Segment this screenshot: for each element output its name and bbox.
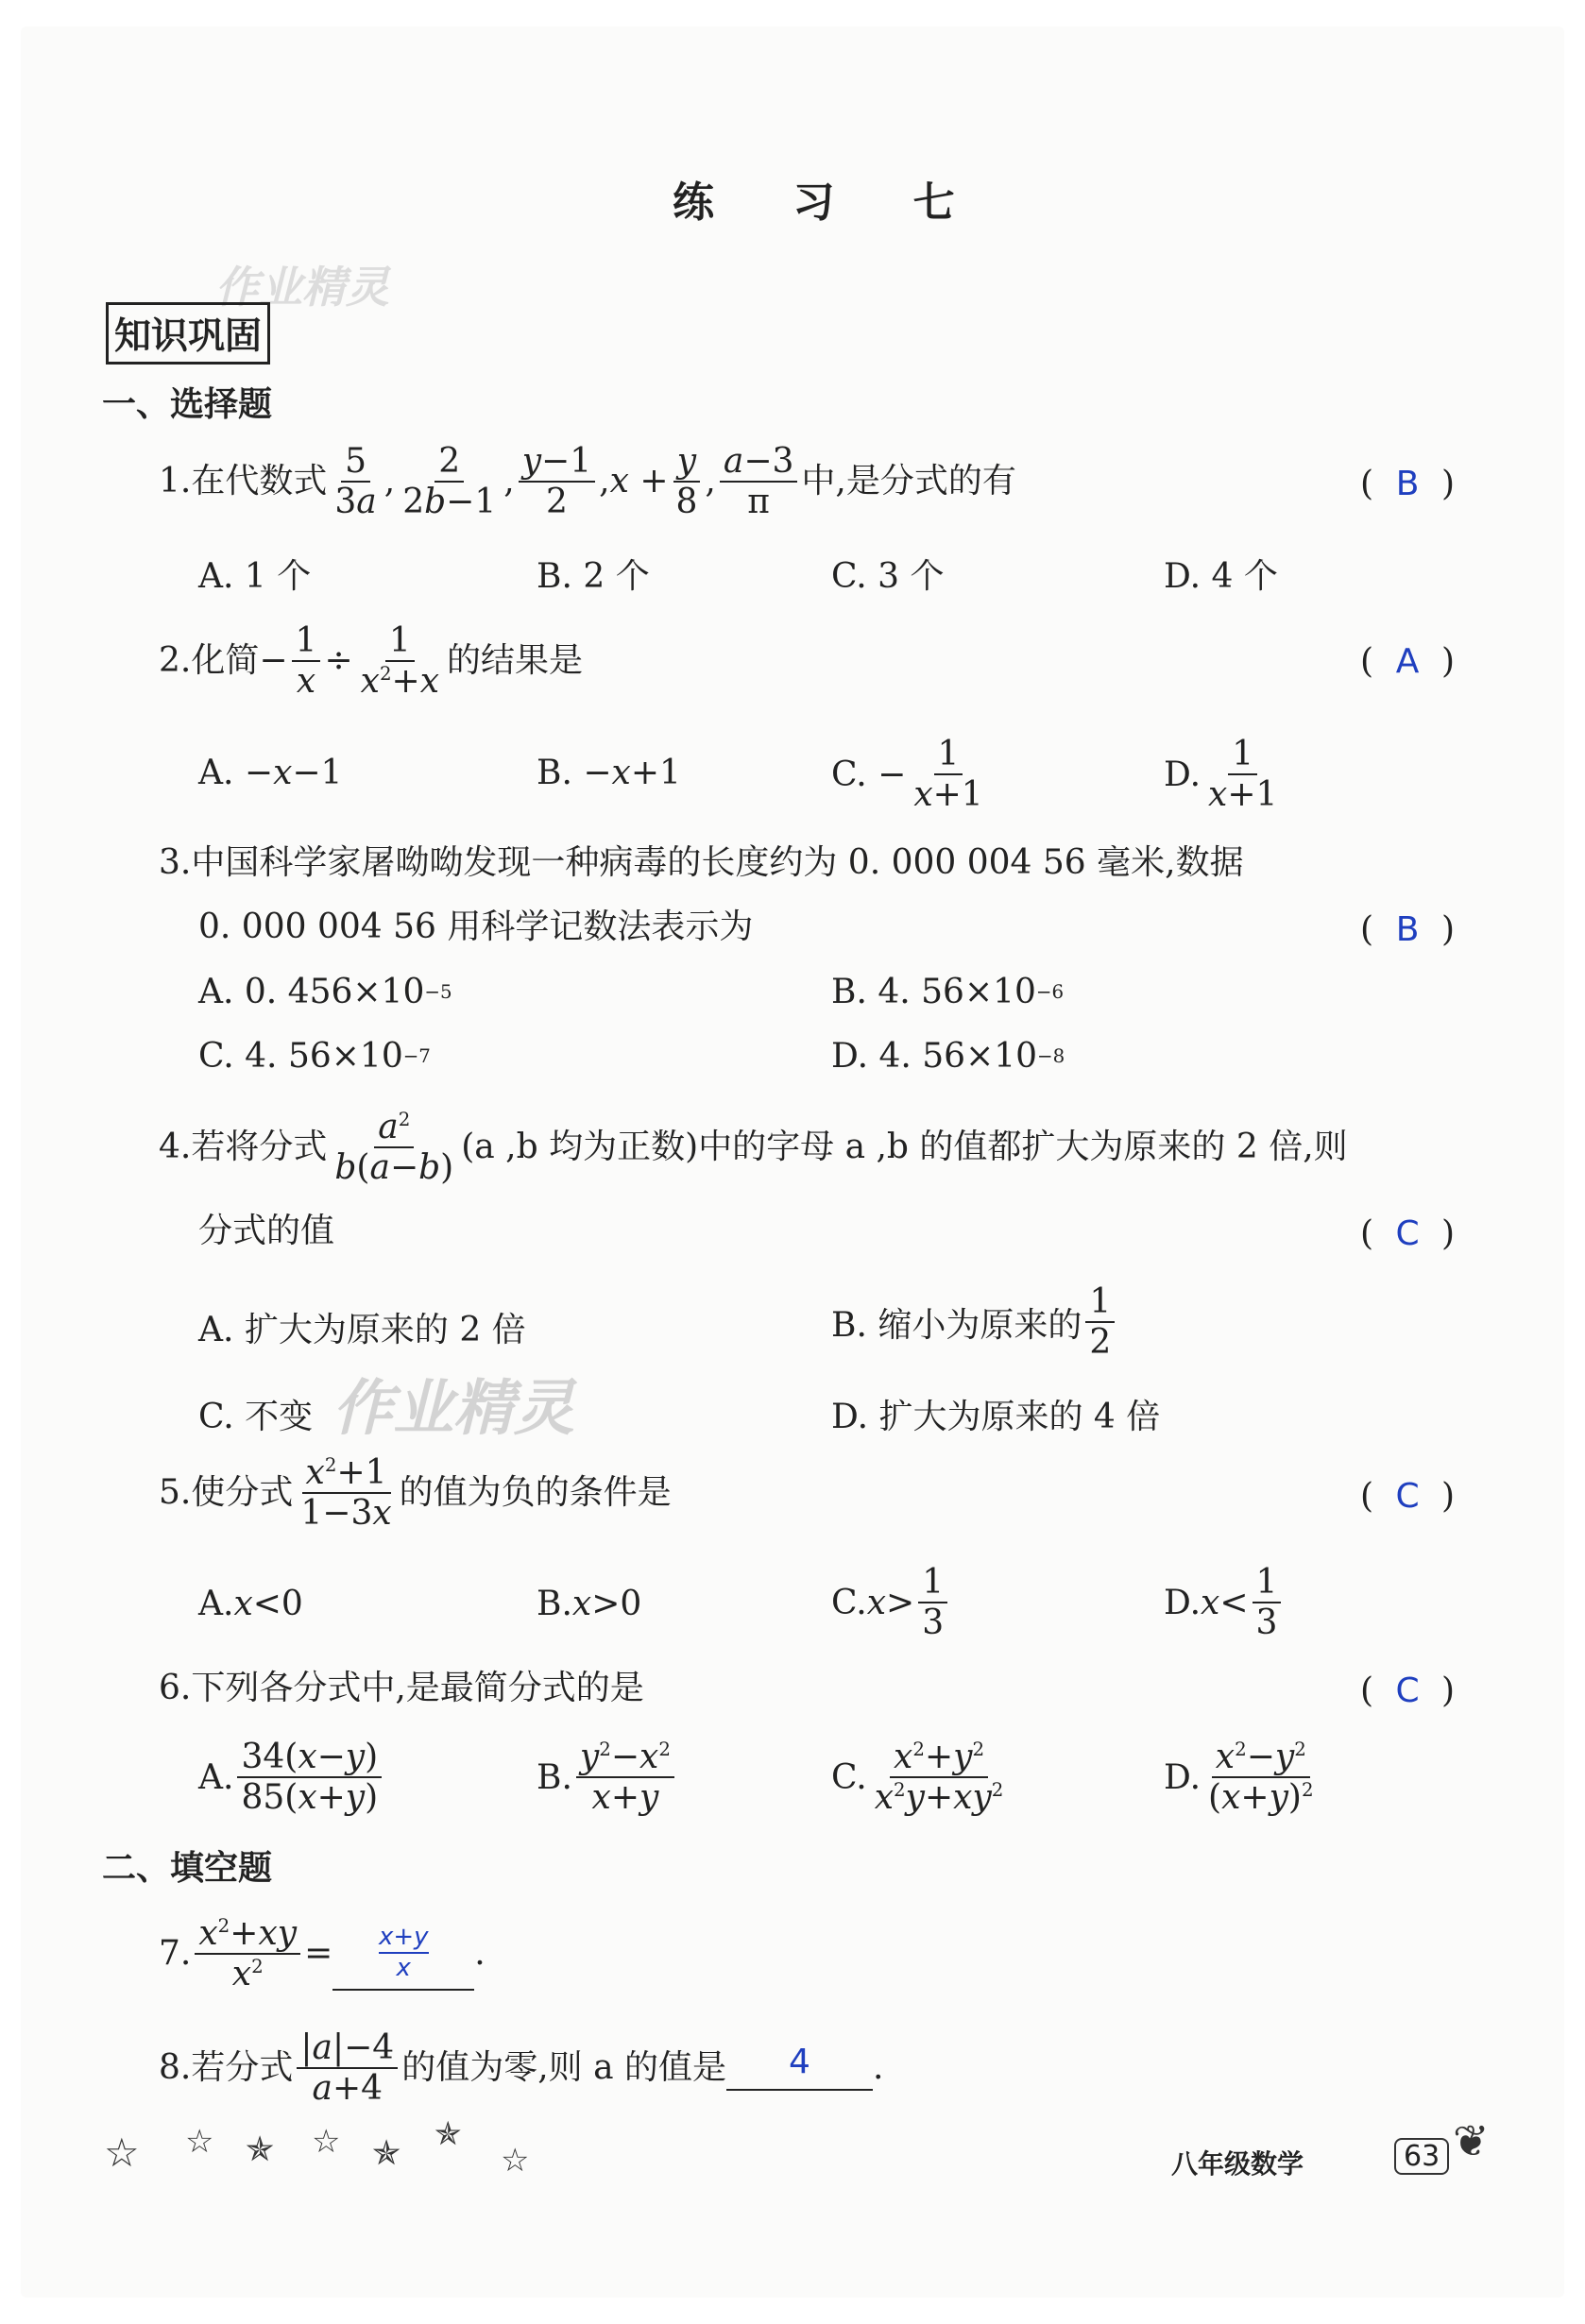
question-6	[159, 1671, 644, 1705]
question-7: 7. $\frac{x^2+xy}{x^2}$ = $\frac{x+y}{x}$ .	[159, 1913, 486, 1993]
q2-number: 2.	[159, 641, 192, 680]
watermark-middle: 作业精灵	[332, 1374, 574, 1444]
q1-fraction-3: $\frac{y-1}{2}$	[519, 442, 595, 522]
q4-option-b: B. 缩小为原来的 $\frac{1}{2}$	[831, 1282, 1118, 1363]
q5-number: 5.	[159, 1473, 192, 1512]
q7-answer: $\frac{x+y}{x}$	[378, 1923, 429, 1983]
star-icon-4: ☆	[312, 2123, 341, 2161]
q3-option-d: D. 4. 56×10 −8	[831, 1037, 1065, 1076]
q4-option-b-text: B. 缩小为原来的	[831, 1305, 1082, 1345]
question-1: 1. 在代数式 $\frac{5}{3a}$ , $\frac{2}{2b-1}$ , $\frac{y-1}{2}$ , x + $\frac{y}{8}$ , $\frac{a-3}{\pi}$ 中,是分式的有	[159, 441, 1016, 521]
q5-option-a: A. x <0	[198, 1585, 303, 1623]
q2-option-a: A. − x −1	[198, 754, 343, 792]
q2-option-c: C. − $\frac{1}{x+1}$	[831, 735, 983, 815]
heading-fill: 二、填空题	[102, 1849, 273, 1888]
q8-answer: 4	[789, 2043, 810, 2081]
q4-answer: C	[1395, 1214, 1420, 1253]
q2-prefix: 化简	[191, 641, 260, 680]
q1-fraction-1: $\frac{5}{3a}$	[334, 441, 377, 521]
star-icon-7: ☆	[501, 2142, 530, 2180]
q5-fraction: $\frac{x^2+1}{1-3x}$	[300, 1452, 392, 1533]
q6-option-a: A. $\frac{34(x-y)}{85(x+y)}$	[198, 1738, 385, 1818]
q7-number: 7.	[159, 1934, 192, 1973]
q1-option-c: C. 3 个	[831, 557, 945, 596]
section-label: 知识巩固	[106, 302, 270, 365]
question-8: 8. 若分式 $\frac{|a|-4}{a+4}$ 的值为零,则 a 的值是 4 .	[159, 2027, 884, 2108]
star-icon-1: ☆	[104, 2129, 140, 2176]
question-4	[159, 1100, 1348, 1195]
q2-answer: A	[1395, 642, 1420, 681]
q1-answer: B	[1395, 465, 1420, 503]
q3-option-b: B. 4. 56×10 −6	[831, 973, 1065, 1011]
q1-fraction-2: $\frac{2}{2b-1}$	[402, 441, 497, 521]
q6-option-b: B. $\frac{y^2-x^2}{x+y}$	[537, 1738, 678, 1818]
q2-fraction-1: $\frac{1}{x}$	[292, 621, 321, 702]
q4-line2: 分式的值	[198, 1212, 335, 1250]
footer-grade-label: 八年级数学	[1171, 2148, 1304, 2180]
q6-number: 6.	[159, 1669, 192, 1707]
q5-prefix: 使分式	[191, 1473, 294, 1512]
q5-suffix: 的值为负的条件是	[399, 1473, 672, 1512]
q1-fraction-4: $\frac{y}{8}$	[672, 442, 701, 522]
q5-answer-bracket: ( C )	[1360, 1477, 1456, 1516]
q1-fraction-5: $\frac{a-3}{\pi}$	[720, 442, 798, 522]
q4-fraction: $\frac{a^2}{b(a-b)}$	[334, 1107, 454, 1187]
q5-option-d: D. x < $\frac{1}{3}$	[1164, 1563, 1285, 1643]
flower-icon: ❦	[1453, 2115, 1490, 2166]
q5-option-b: B. x >0	[537, 1585, 642, 1623]
q5-answer: C	[1395, 1477, 1420, 1516]
q2-answer-bracket: ( A )	[1360, 642, 1456, 681]
question-5	[159, 1450, 672, 1536]
q4-option-d: D. 扩大为原来的 4 倍	[831, 1398, 1161, 1436]
q8-fraction: $\frac{|a|-4}{a+4}$	[297, 2028, 398, 2109]
q2-option-d: D. $\frac{1}{x+1}$	[1164, 735, 1278, 815]
q8-number: 8.	[159, 2048, 192, 2087]
q2-fraction-2: $\frac{1}{x^2+x}$	[360, 620, 440, 701]
q1-answer-bracket: ( B )	[1360, 465, 1456, 503]
q8-suffix: 的值为零,则 a 的值是	[401, 2048, 726, 2087]
q4-option-c: C. 不变	[198, 1398, 314, 1436]
q4-suffix: (a ,b 均为正数)中的字母 a ,b 的值都扩大为原来的 2 倍,则	[461, 1128, 1348, 1166]
q1-option-d: D. 4 个	[1164, 557, 1278, 596]
q1-number: 1.	[159, 462, 192, 500]
q1-prefix: 在代数式	[191, 462, 328, 500]
q1-expr-x: x	[609, 462, 629, 500]
q6-text: 下列各分式中,是最简分式的是	[191, 1669, 644, 1707]
q1-option-a: A. 1 个	[198, 557, 312, 596]
q4-answer-bracket: ( C )	[1360, 1214, 1456, 1253]
q2-suffix: 的结果是	[447, 641, 584, 680]
q4-prefix: 若将分式	[191, 1128, 328, 1166]
question-3	[159, 843, 1244, 882]
q8-prefix: 若分式	[191, 2048, 294, 2087]
q3-answer: B	[1395, 910, 1420, 949]
page-title: 练 习 七	[673, 178, 987, 227]
page-number: 63	[1394, 2138, 1449, 2175]
q6-answer: C	[1395, 1671, 1420, 1710]
q8-answer-blank	[726, 2045, 873, 2091]
q3-number: 3.	[159, 843, 192, 882]
star-icon-5: ✯	[372, 2134, 401, 2173]
q3-option-c: C. 4. 56×10 −7	[198, 1037, 431, 1076]
q1-suffix: 中,是分式的有	[801, 462, 1016, 500]
watermark-top: 作业精灵	[215, 262, 389, 313]
q4-option-a: A. 扩大为原来的 2 倍	[198, 1311, 526, 1349]
star-icon-6: ✯	[435, 2115, 462, 2153]
q3-line1: 中国科学家屠呦呦发现一种病毒的长度约为 0. 000 004 56 毫米,数据	[191, 843, 1244, 882]
q5-option-c: C. x > $\frac{1}{3}$	[831, 1563, 951, 1643]
question-2: 2. 化简 − $\frac{1}{x}$ ÷ $\frac{1}{x^2+x}$ 的结果是	[159, 620, 584, 701]
q7-fraction: $\frac{x^2+xy}{x^2}$	[195, 1914, 300, 1994]
star-icon-3: ✯	[246, 2130, 275, 2169]
q6-option-d: D. $\frac{x^2-y^2}{(x+y)^2}$	[1164, 1738, 1314, 1818]
q7-answer-blank	[332, 1917, 474, 1991]
heading-choice: 一、选择题	[102, 385, 273, 424]
q6-option-c: C. $\frac{x^2+y^2}{x^2y+xy^2}$	[831, 1738, 1004, 1818]
q3-option-a: A. 0. 456×10 −5	[198, 973, 452, 1011]
q4-number: 4.	[159, 1128, 192, 1166]
q2-option-b: B. − x +1	[537, 754, 681, 792]
q3-answer-bracket: ( B )	[1360, 910, 1456, 949]
q1-option-b: B. 2 个	[537, 557, 650, 596]
star-icon-2: ☆	[185, 2123, 214, 2161]
q3-line2: 0. 000 004 56 用科学记数法表示为	[198, 908, 754, 946]
q6-answer-bracket: ( C )	[1360, 1671, 1456, 1710]
